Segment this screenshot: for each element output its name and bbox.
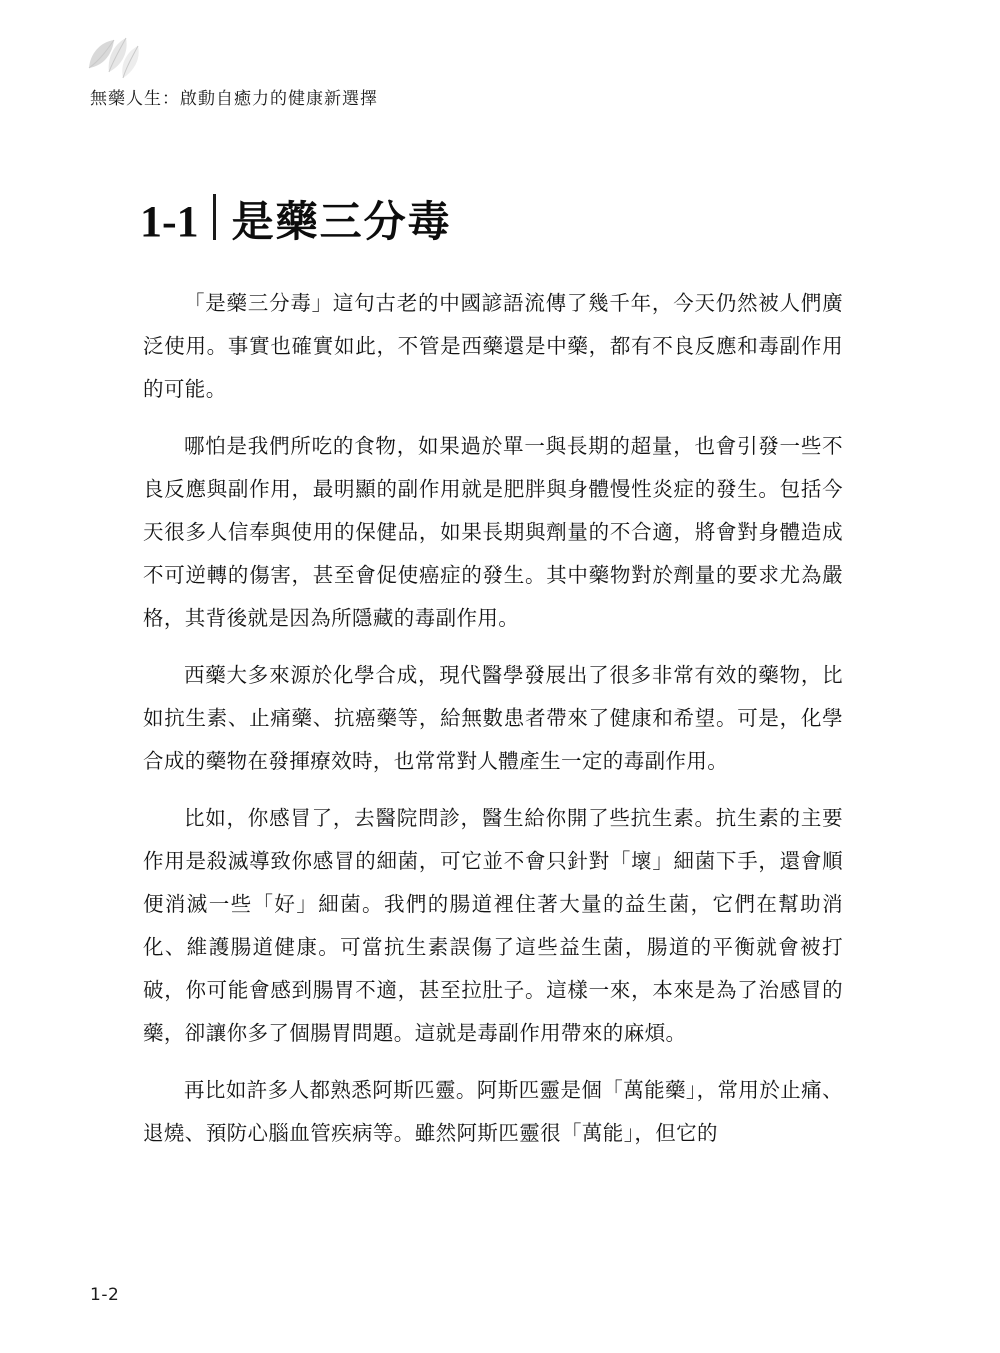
chapter-number: 1-1: [140, 197, 199, 246]
paragraph: 比如，你感冒了，去醫院問診，醫生給你開了些抗生素。抗生素的主要作用是殺滅導致你感冒的細菌，可它並不會只針對「壞」細菌下手，還會順便消滅一些「好」細菌。我們的腸道裡住著大量的益生菌，它們在幫助消化、維護腸道健康。可當抗生素誤傷了這些益生菌，腸道的平衡就會被打破，你可能會感到腸胃不適，甚至拉肚子。這樣一來，本來是為了治感冒的藥，卻讓你多了個腸胃問題。這就是毒副作用帶來的麻煩。: [143, 806, 843, 1045]
chapter-heading: [140, 190, 452, 244]
chapter-divider: [213, 194, 216, 240]
paragraph: 哪怕是我們所吃的食物，如果過於單一與長期的超量，也會引發一些不良反應與副作用，最明顯的副作用就是肥胖與身體慢性炎症的發生。包括今天很多人信奉與使用的保健品，如果長期與劑量的不合適，將會對身體造成不可逆轉的傷害，甚至會促使癌症的發生。其中藥物對於劑量的要求尤為嚴格，其背後就是因為所隱藏的毒副作用。: [143, 434, 843, 630]
book-title: 無藥人生：啟動自癒力的健康新選擇: [90, 89, 378, 109]
chapter-title: 是藥三分毒: [231, 197, 452, 246]
page-header: [70, 36, 930, 116]
paragraph: 再比如許多人都熟悉阿斯匹靈。阿斯匹靈是個「萬能藥」，常用於止痛、退燒、預防心腦血管疾病等。雖然阿斯匹靈很「萬能」，但它的: [143, 1078, 843, 1145]
body-text: [143, 282, 843, 1169]
paragraph: 「是藥三分毒」這句古老的中國諺語流傳了幾千年，今天仍然被人們廣泛使用。事實也確實如此，不管是西藥還是中藥，都有不良反應和毒副作用的可能。: [143, 291, 843, 401]
page-number: 1-2: [90, 1285, 120, 1305]
paragraph: 西藥大多來源於化學合成，現代醫學發展出了很多非常有效的藥物，比如抗生素、止痛藥、抗癌藥等，給無數患者帶來了健康和希望。可是，化學合成的藥物在發揮療效時，也常常對人體產生一定的毒副作用。: [143, 663, 843, 773]
